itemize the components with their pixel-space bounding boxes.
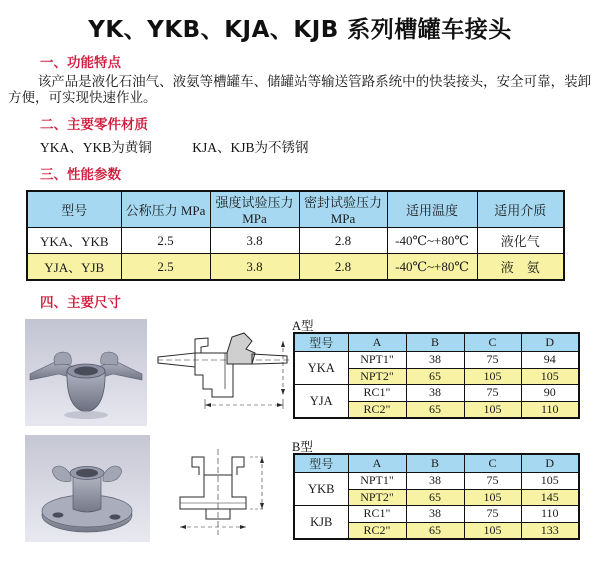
cell: RC1" (348, 385, 406, 402)
cell: NPT2" (348, 489, 406, 506)
cell: 110 (521, 506, 579, 523)
cell: YKA (294, 352, 348, 385)
cell: 75 (464, 385, 521, 402)
cell: YJA (294, 385, 348, 419)
cell: 105 (521, 368, 579, 385)
cell: RC2" (348, 401, 406, 418)
performance-header-row (27, 191, 564, 228)
section-heading-performance: 三、性能参数 (40, 167, 121, 183)
cell: 38 (406, 506, 464, 523)
table-row (294, 473, 579, 490)
performance-table (26, 190, 565, 281)
col-b: B (406, 454, 464, 473)
section-heading-materials: 二、主要零件材质 (40, 117, 148, 133)
page-title: YK、YKB、KJA、KJB 系列槽罐车接头 (88, 17, 512, 43)
cell: NPT2" (348, 368, 406, 385)
table-row (294, 506, 579, 523)
cell: 75 (464, 352, 521, 369)
cross-section-drawing-image (166, 447, 281, 539)
cell: 3.8 (210, 254, 299, 281)
type-a-table (293, 332, 580, 419)
col-nominal-pressure: 公称压力 MPa (121, 191, 210, 228)
cell: YJA、YJB (27, 254, 121, 281)
cell: 90 (521, 385, 579, 402)
col-model: 型号 (27, 191, 121, 228)
cell: 105 (464, 489, 521, 506)
cell: 3.8 (210, 228, 299, 254)
cell: 65 (406, 489, 464, 506)
table-row (294, 385, 579, 402)
type-b-table (293, 453, 580, 540)
col-model: 型号 (294, 333, 348, 352)
type-b-header-row (294, 454, 579, 473)
cell: KJB (294, 506, 348, 540)
cell: 液 氨 (477, 254, 564, 281)
section-heading-features: 一、功能特点 (40, 55, 121, 71)
cell: 液化气 (477, 228, 564, 254)
cell: 133 (521, 522, 579, 539)
cell: -40℃~+80℃ (387, 228, 477, 254)
col-c: C (464, 333, 521, 352)
col-b: B (406, 333, 464, 352)
cell: 2.5 (121, 254, 210, 281)
cell: 105 (464, 368, 521, 385)
cell: 38 (406, 352, 464, 369)
col-d: D (521, 333, 579, 352)
section-heading-dimensions: 四、主要尺寸 (40, 295, 121, 311)
type-b-label: B型 (292, 440, 313, 454)
cell: 75 (464, 506, 521, 523)
col-media: 适用介质 (477, 191, 564, 228)
cell: 145 (521, 489, 579, 506)
cell: NPT1" (348, 473, 406, 490)
cell: 94 (521, 352, 579, 369)
features-paragraph: 该产品是液化石油气、液氨等槽罐车、储罐站等输送管路系统中的快装接头，安全可靠，装卸方便，可实现快速作业。 (8, 74, 592, 105)
cell: 75 (464, 473, 521, 490)
dimension-drawing-b (166, 447, 281, 539)
cell: 38 (406, 385, 464, 402)
type-a-header-row (294, 333, 579, 352)
table-row (294, 352, 579, 369)
cell: YKB (294, 473, 348, 506)
dimension-drawing-a (155, 323, 293, 415)
cell: 105 (464, 522, 521, 539)
col-d: D (521, 454, 579, 473)
cell: NPT1" (348, 352, 406, 369)
table-row (27, 228, 564, 254)
cell: RC2" (348, 522, 406, 539)
table-row (27, 254, 564, 281)
flange-coupling-photo-image (25, 435, 150, 542)
col-model: 型号 (294, 454, 348, 473)
cell: 2.8 (299, 228, 387, 254)
cell: 65 (406, 368, 464, 385)
cell: 2.5 (121, 228, 210, 254)
col-a: A (348, 454, 406, 473)
cell: 65 (406, 401, 464, 418)
col-temperature: 适用温度 (387, 191, 477, 228)
cell: 105 (464, 401, 521, 418)
materials-line: YKA、YKB为黄铜 KJA、KJB为不锈钢 (40, 140, 309, 155)
col-c: C (464, 454, 521, 473)
dimensions-area (0, 311, 600, 561)
cell: 38 (406, 473, 464, 490)
col-seal-test: 密封试验压力MPa (299, 191, 387, 228)
product-photo-b (25, 435, 150, 542)
cell: YKA、YKB (27, 228, 121, 254)
cell: 105 (521, 473, 579, 490)
cell: 2.8 (299, 254, 387, 281)
col-strength-test: 强度试验压力MPa (210, 191, 299, 228)
cross-section-drawing-image (155, 323, 293, 415)
cell: RC1" (348, 506, 406, 523)
type-a-label: A型 (292, 319, 314, 333)
col-a: A (348, 333, 406, 352)
cell: -40℃~+80℃ (387, 254, 477, 281)
cell: 65 (406, 522, 464, 539)
wing-coupling-photo-image (25, 319, 147, 426)
product-photo-a (25, 319, 147, 426)
cell: 110 (521, 401, 579, 418)
